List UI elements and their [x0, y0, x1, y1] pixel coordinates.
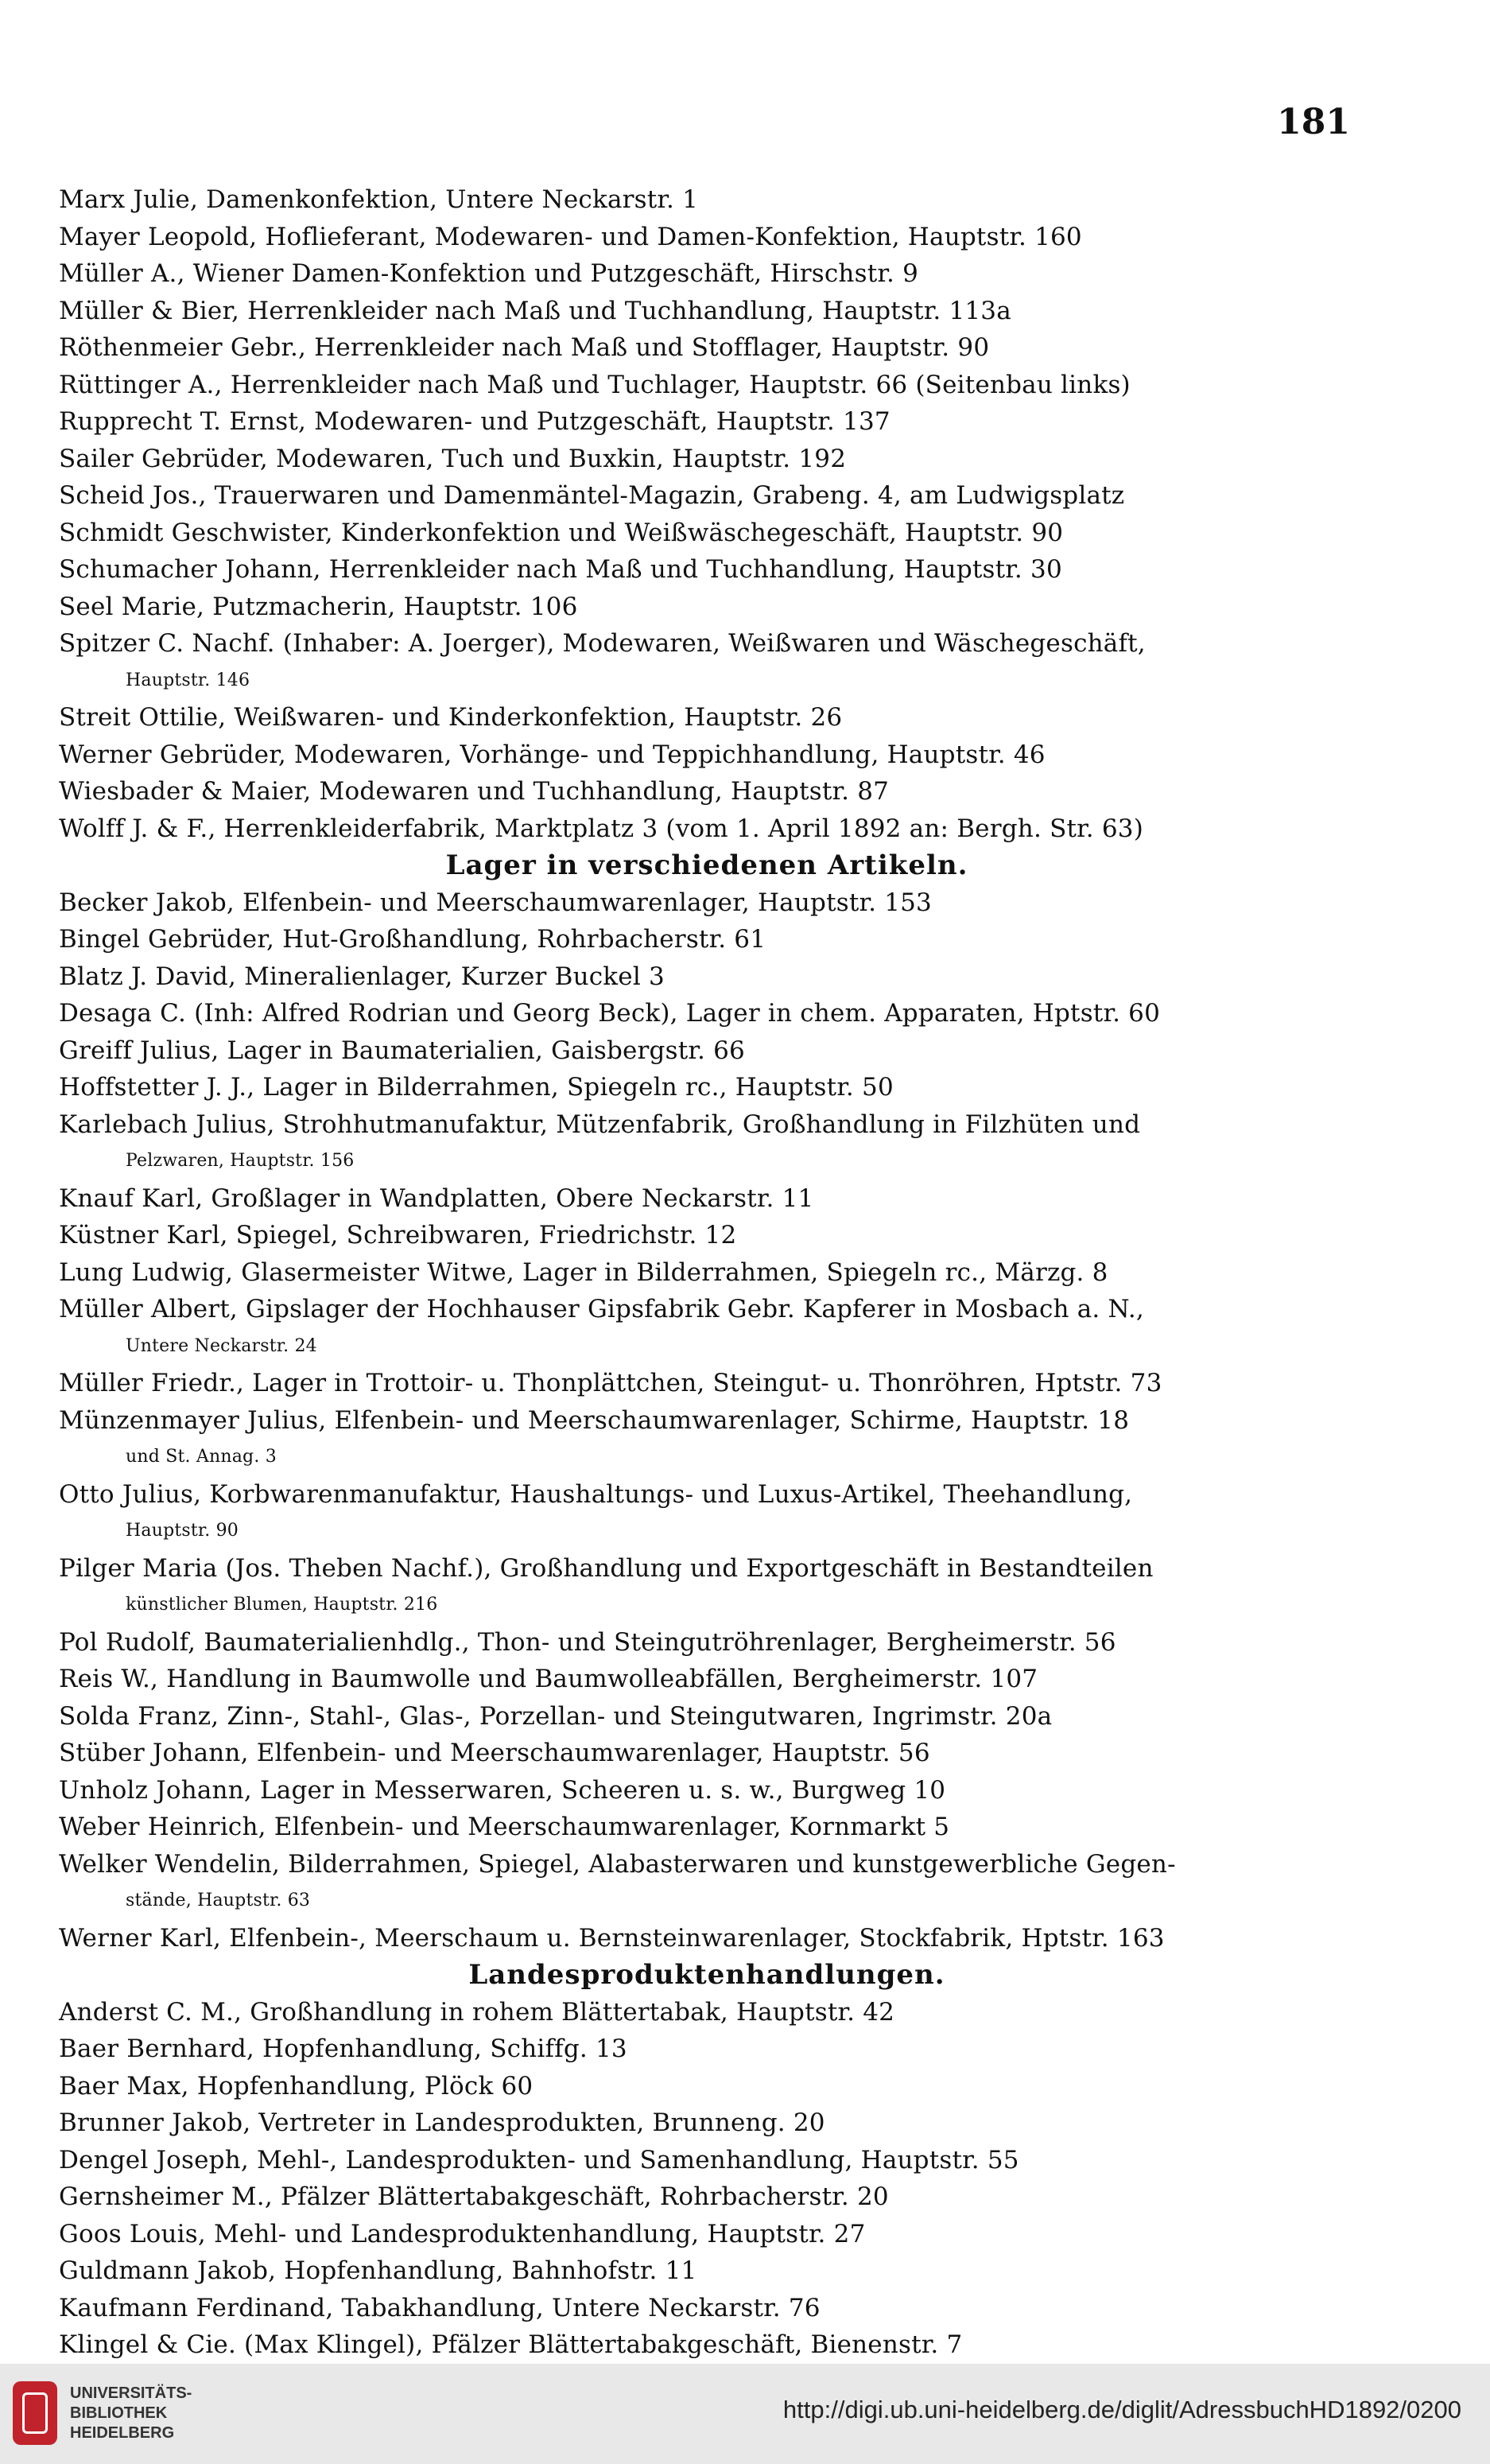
library-logo[interactable]: [13, 2381, 192, 2445]
directory-entry: Unholz Johann, Lager in Messerwaren, Scheeren u. s. w., Burgweg 10: [59, 1775, 946, 1805]
directory-entry: Klingel & Cie. (Max Klingel), Pfälzer Blättertabakgeschäft, Bienenstr. 7: [59, 2330, 963, 2359]
directory-entry: Knauf Karl, Großlager in Wandplatten, Obere Neckarstr. 11: [59, 1183, 814, 1213]
library-seal-icon: [13, 2381, 57, 2445]
directory-entry: Rupprecht T. Ernst, Modewaren- und Putzgeschäft, Hauptstr. 137: [59, 407, 891, 436]
directory-entry: Pilger Maria (Jos. Theben Nachf.), Großhandlung und Exportgeschäft in Bestandteilen: [59, 1553, 1154, 1583]
source-url-link[interactable]: http://digi.ub.uni-heidelberg.de/diglit/AdressbuchHD1892/0200: [782, 2396, 1461, 2423]
section-heading: Landesproduktenhandlungen.: [468, 1959, 945, 1991]
directory-entry: Solda Franz, Zinn-, Stahl-, Glas-, Porzellan- und Steingutwaren, Ingrimstr. 20a: [59, 1701, 1053, 1731]
footer-bar: [0, 2364, 1490, 2464]
directory-entry: Otto Julius, Korbwarenmanufaktur, Haushaltungs- und Luxus-Artikel, Theehandlung,: [59, 1479, 1133, 1509]
directory-entry: Pol Rudolf, Baumaterialienhdlg., Thon- und Steingutröhrenlager, Bergheimerstr. 56: [59, 1627, 1116, 1657]
directory-entry: Streit Ottilie, Weißwaren- und Kinderkonfektion, Hauptstr. 26: [59, 703, 843, 732]
library-name-line: UNIVERSITÄTS-: [70, 2384, 192, 2402]
library-name: [70, 2384, 192, 2443]
directory-entry: Karlebach Julius, Strohhutmanufaktur, Mützenfabrik, Großhandlung in Filzhüten und: [59, 1110, 1141, 1139]
entry-continuation: Hauptstr. 146: [126, 670, 250, 690]
library-name-line: HEIDELBERG: [70, 2423, 175, 2442]
directory-entry: Goos Louis, Mehl- und Landesproduktenhandlung, Hauptstr. 27: [59, 2219, 866, 2248]
directory-entry: Hoffstetter J. J., Lager in Bilderrahmen, Spiegeln rc., Hauptstr. 50: [59, 1073, 894, 1102]
directory-entry: Seel Marie, Putzmacherin, Hauptstr. 106: [59, 592, 578, 621]
directory-entry: Schumacher Johann, Herrenkleider nach Maß und Tuchhandlung, Hauptstr. 30: [59, 555, 1062, 584]
directory-entry: Sailer Gebrüder, Modewaren, Tuch und Buxkin, Hauptstr. 192: [59, 444, 847, 473]
directory-entry: Baer Bernhard, Hopfenhandlung, Schiffg. 13: [59, 2035, 627, 2063]
directory-entry: Marx Julie, Damenkonfektion, Untere Neckarstr. 1: [59, 185, 699, 214]
directory-entry: Rüttinger A., Herrenkleider nach Maß und Tuchlager, Hauptstr. 66 (Seitenbau links): [59, 370, 1131, 399]
entry-continuation: Pelzwaren, Hauptstr. 156: [126, 1151, 355, 1171]
directory-entry: Müller Albert, Gipslager der Hochhauser Gipsfabrik Gebr. Kapferer in Mosbach a. N.,: [59, 1295, 1144, 1323]
directory-entry: Greiff Julius, Lager in Baumaterialien, Gaisbergstr. 66: [59, 1036, 745, 1065]
directory-entry: Bingel Gebrüder, Hut-Großhandlung, Rohrbacherstr. 61: [59, 925, 766, 954]
directory-entry: Blatz J. David, Mineralienlager, Kurzer Buckel 3: [59, 962, 665, 991]
page-number: 181: [1277, 102, 1350, 142]
directory-entry: Reis W., Handlung in Baumwolle und Baumwolleabfällen, Bergheimerstr. 107: [59, 1665, 1038, 1693]
directory-entry: Müller A., Wiener Damen-Konfektion und Putzgeschäft, Hirschstr. 9: [59, 259, 919, 288]
entry-continuation: künstlicher Blumen, Hauptstr. 216: [126, 1595, 438, 1615]
directory-entry: Guldmann Jakob, Hopfenhandlung, Bahnhofstr. 11: [59, 2256, 697, 2285]
directory-entry: Werner Gebrüder, Modewaren, Vorhänge- und Teppichhandlung, Hauptstr. 46: [59, 740, 1046, 769]
directory-entry: Brunner Jakob, Vertreter in Landesprodukten, Brunneng. 20: [59, 2108, 825, 2137]
directory-entry: Becker Jakob, Elfenbein- und Meerschaumwarenlager, Hauptstr. 153: [59, 888, 932, 917]
entry-continuation: Untere Neckarstr. 24: [126, 1335, 317, 1356]
directory-entries: [59, 181, 1355, 2364]
directory-entry: Kaufmann Ferdinand, Tabakhandlung, Untere Neckarstr. 76: [59, 2293, 821, 2322]
directory-entry: Küstner Karl, Spiegel, Schreibwaren, Friedrichstr. 12: [59, 1221, 737, 1249]
library-name-line: BIBLIOTHEK: [70, 2404, 168, 2422]
directory-entry: Müller Friedr., Lager in Trottoir- u. Thonplättchen, Steingut- u. Thonröhren, Hptstr. 73: [59, 1369, 1162, 1397]
entry-continuation: stände, Hauptstr. 63: [126, 1891, 311, 1910]
directory-entry: Röthenmeier Gebr., Herrenkleider nach Maß und Stofflager, Hauptstr. 90: [59, 333, 990, 362]
directory-entry: Stüber Johann, Elfenbein- und Meerschaumwarenlager, Hauptstr. 56: [59, 1739, 930, 1767]
directory-entry: Desaga C. (Inh: Alfred Rodrian und Georg Beck), Lager in chem. Apparaten, Hptstr. 60: [59, 999, 1161, 1028]
directory-entry: Gernsheimer M., Pfälzer Blättertabakgeschäft, Rohrbacherstr. 20: [59, 2182, 889, 2211]
directory-entry: Scheid Jos., Trauerwaren und Damenmäntel-Magazin, Grabeng. 4, am Ludwigsplatz: [59, 481, 1125, 510]
entry-continuation: und St. Annag. 3: [126, 1447, 277, 1467]
directory-entry: Schmidt Geschwister, Kinderkonfektion und Weißwäschegeschäft, Hauptstr. 90: [59, 518, 1064, 547]
directory-entry: Dengel Joseph, Mehl-, Landesprodukten- und Samenhandlung, Hauptstr. 55: [59, 2145, 1019, 2174]
directory-entry: Lung Ludwig, Glasermeister Witwe, Lager in Bilderrahmen, Spiegeln rc., Märzg. 8: [59, 1257, 1108, 1287]
section-heading: Lager in verschiedenen Artikeln.: [445, 849, 968, 881]
directory-entry: Welker Wendelin, Bilderrahmen, Spiegel, Alabasterwaren und kunstgewerbliche Gegen-: [59, 1849, 1176, 1879]
directory-entry: Mayer Leopold, Hoflieferant, Modewaren- und Damen-Konfektion, Hauptstr. 160: [59, 222, 1082, 251]
directory-entry: Weber Heinrich, Elfenbein- und Meerschaumwarenlager, Kornmarkt 5: [59, 1813, 950, 1841]
entry-continuation: Hauptstr. 90: [126, 1521, 239, 1541]
directory-entry: Müller & Bier, Herrenkleider nach Maß und Tuchhandlung, Hauptstr. 113a: [59, 296, 1011, 325]
directory-entry: Wiesbader & Maier, Modewaren und Tuchhandlung, Hauptstr. 87: [59, 777, 890, 806]
directory-entry: Spitzer C. Nachf. (Inhaber: A. Joerger), Modewaren, Weißwaren und Wäschegeschäft,: [59, 629, 1146, 658]
directory-entry: Wolff J. & F., Herrenkleiderfabrik, Marktplatz 3 (vom 1. April 1892 an: Bergh. Str. 63): [59, 814, 1144, 843]
directory-entry: Münzenmayer Julius, Elfenbein- und Meerschaumwarenlager, Schirme, Hauptstr. 18: [59, 1405, 1130, 1435]
directory-entry: Werner Karl, Elfenbein-, Meerschaum u. Bernsteinwarenlager, Stockfabrik, Hptstr. 163: [59, 1923, 1165, 1953]
directory-entry: Anderst C. M., Großhandlung in rohem Blättertabak, Hauptstr. 42: [59, 1997, 895, 2027]
directory-entry: Baer Max, Hopfenhandlung, Plöck 60: [59, 2071, 534, 2101]
